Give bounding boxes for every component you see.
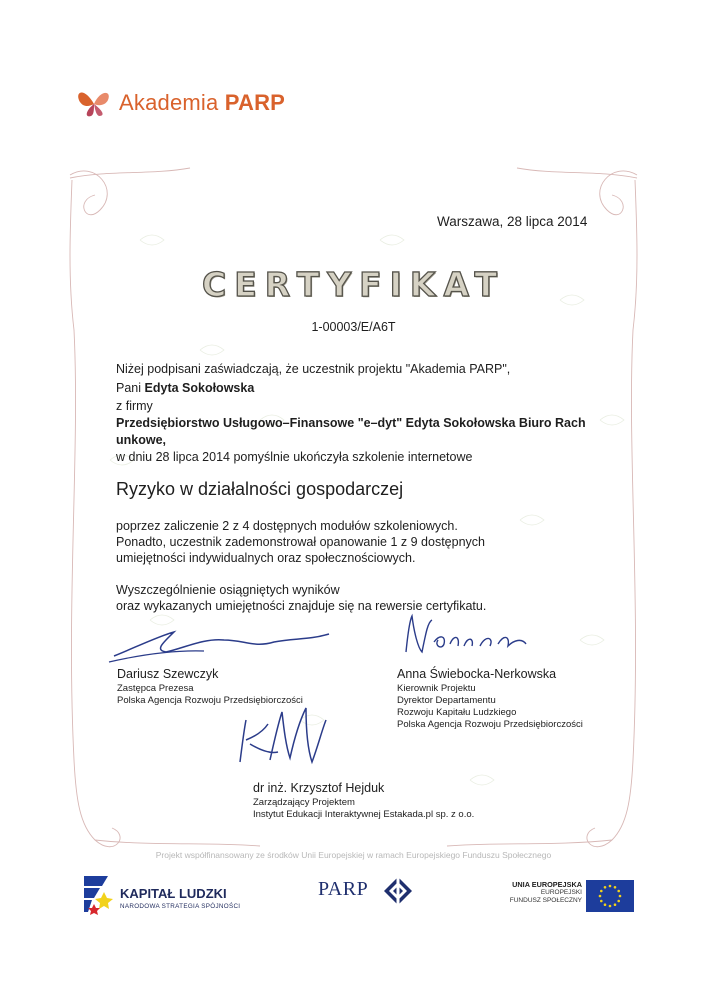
- company-name-line2: unkowe,: [116, 433, 167, 447]
- body-intro: Niżej podpisani zaświadczają, że uczestnik projektu "Akademia PARP",: [116, 362, 511, 376]
- eu-logo-text: [508, 880, 582, 905]
- signature-szewczyk: [104, 618, 354, 668]
- signatory-3-role-1: Zarządzający Projektem: [253, 797, 355, 808]
- kapital-ludzki-subtitle: NARODOWA STRATEGIA SPÓJNOŚCI: [120, 903, 241, 910]
- company-name-line1: Przedsiębiorstwo Usługowo–Finansowe "e–dyt" Edyta Sokołowska Biuro Rach: [116, 416, 586, 430]
- parp-logo-icon: [383, 876, 413, 906]
- eu-flag-icon: [586, 880, 634, 912]
- results-line1: Wyszczególnienie osiągniętych wyników: [116, 583, 340, 597]
- certificate-title: CERTYFIKAT: [202, 265, 505, 304]
- modules-line2: Ponadto, uczestnik zademonstrował opanowanie 1 z 9 dostępnych: [116, 535, 485, 549]
- modules-line1: poprzez zaliczenie 2 z 4 dostępnych modułów szkoleniowych.: [116, 519, 458, 533]
- signatory-1-name: Dariusz Szewczyk: [117, 667, 219, 681]
- funding-note: Projekt współfinansowany ze środków Unii Europejskiej w ramach Europejskiego Funduszu Społecznego: [155, 850, 552, 860]
- signatory-2-role-3: Rozwoju Kapitału Ludzkiego: [397, 707, 517, 718]
- logo-text: Akademia PARP: [119, 90, 286, 115]
- signatory-2-role-4: Polska Agencja Rozwoju Przedsiębiorczości: [397, 719, 583, 730]
- signature-swiebocka: [398, 612, 548, 662]
- participant-line: Pani Edyta Sokołowska: [116, 381, 255, 395]
- signatory-2-role-1: Kierownik Projektu: [397, 683, 476, 694]
- signatory-2-role-2: Dyrektor Departamentu: [397, 695, 496, 706]
- kapital-ludzki-title: KAPITAŁ LUDZKI: [120, 886, 227, 901]
- kapital-ludzki-logo: [80, 870, 260, 920]
- signatory-1-role-1: Zastępca Prezesa: [117, 683, 194, 694]
- participant-name: Edyta Sokołowska: [144, 381, 255, 395]
- eu-line-1: UNIA EUROPEJSKA: [512, 880, 582, 889]
- signatory-3-role-2: Instytut Edukacji Interaktywnej Estakada.pl sp. z o.o.: [253, 809, 475, 820]
- akademia-parp-logo: [74, 80, 304, 130]
- issue-date: Warszawa, 28 lipca 2014: [437, 214, 588, 229]
- from-company-label: z firmy: [116, 399, 153, 413]
- results-line2: oraz wykazanych umiejętności znajduje się na rewersie certyfikatu.: [116, 599, 487, 613]
- eu-line-3: FUNDUSZ SPOŁECZNY: [509, 897, 582, 904]
- signatory-3-name: dr inż. Krzysztof Hejduk: [253, 781, 385, 795]
- course-title: Ryzyko w działalności gospodarczej: [116, 479, 404, 499]
- butterfly-icon: [74, 82, 114, 122]
- parp-logo-text: PARP: [318, 878, 369, 900]
- modules-line3: umiejętności indywidualnych oraz społecznościowych.: [116, 551, 416, 565]
- eu-line-2: EUROPEJSKI: [540, 889, 582, 896]
- kapital-ludzki-icon: [80, 872, 116, 916]
- certificate-number: 1-00003/E/A6T: [311, 320, 396, 334]
- completion-line: w dniu 28 lipca 2014 pomyślnie ukończyła szkolenie internetowe: [116, 450, 473, 464]
- signature-hejduk: [226, 700, 336, 770]
- signatory-1-role-2: Polska Agencja Rozwoju Przedsiębiorczości: [117, 695, 303, 706]
- signatory-2-name: Anna Świebocka-Nerkowska: [397, 667, 557, 681]
